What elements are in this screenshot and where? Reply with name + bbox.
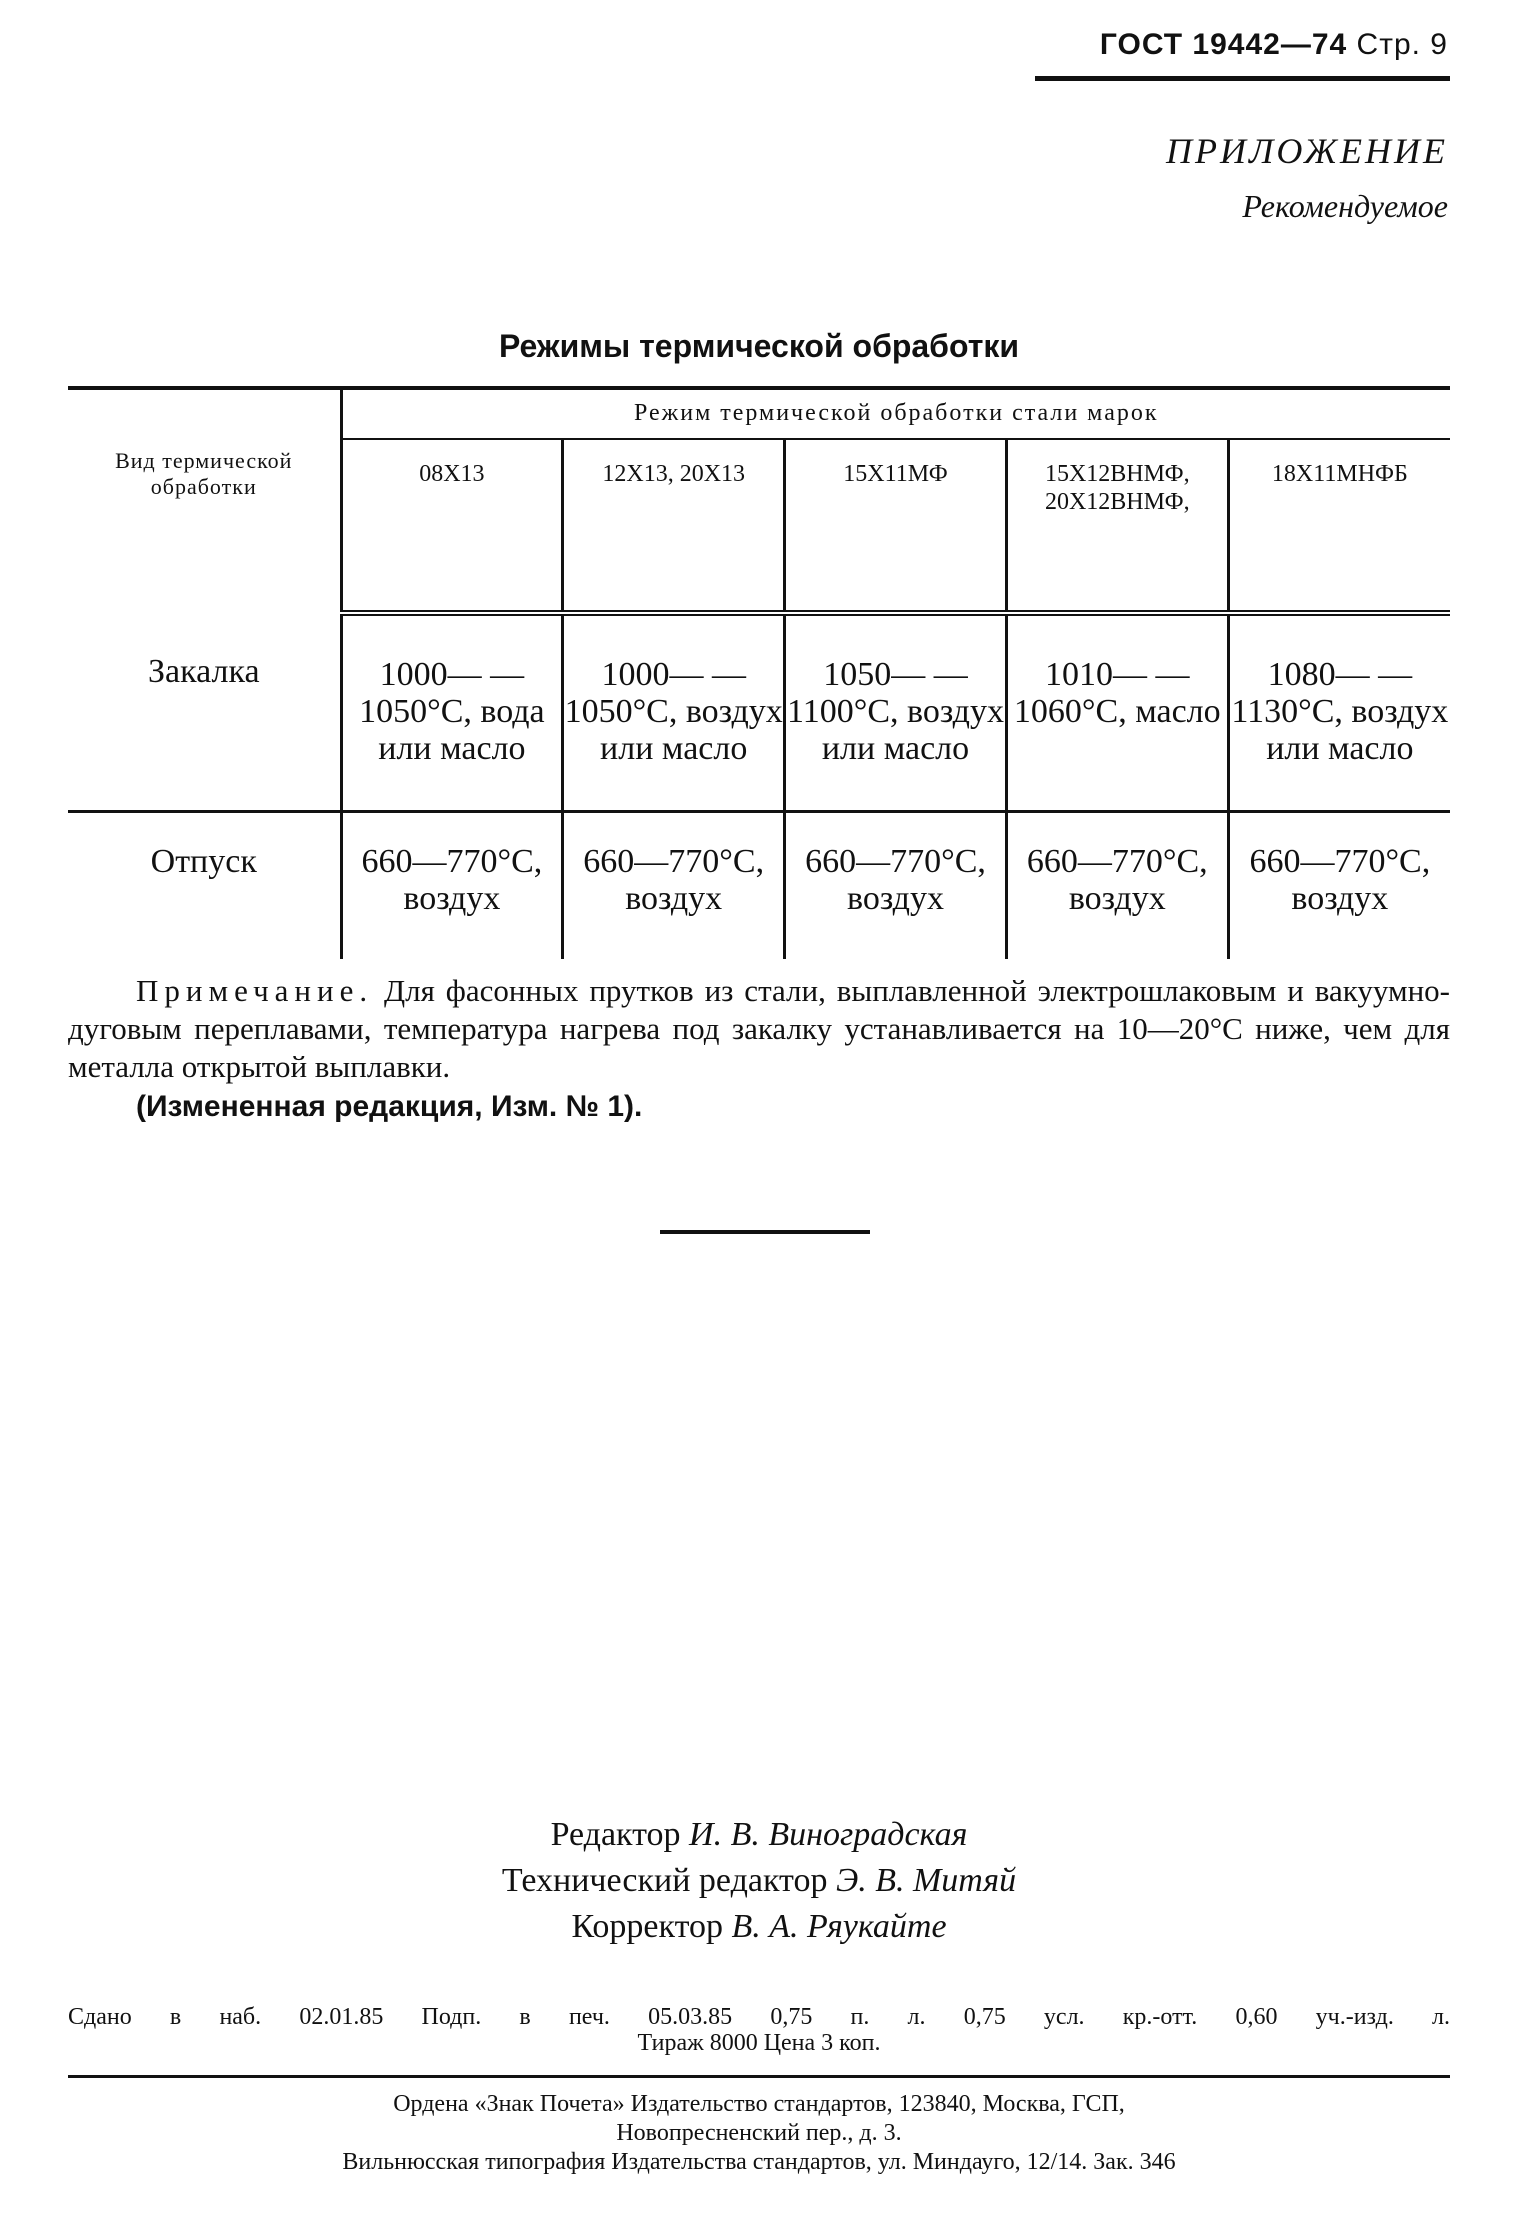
page-number: Стр. 9 (1356, 28, 1448, 61)
credit-role: Технический редактор (501, 1862, 828, 1899)
table-note (68, 972, 1450, 1126)
table-cell: 1000— —1050°С, воздух или масло (563, 613, 785, 812)
publisher-line: Новопресненский пер., д. 3. (616, 2120, 902, 2146)
appendix-subtitle: Рекомендуемое (1242, 188, 1448, 224)
type-header: Вид термической обработки (115, 448, 293, 499)
header-rule (1035, 76, 1450, 81)
amendment-note: (Измененная редакция, Изм. № 1). (136, 1090, 643, 1123)
section-divider (660, 1230, 870, 1234)
appendix-title: ПРИЛОЖЕНИЕ (1166, 131, 1448, 171)
credit-role: Редактор (550, 1816, 681, 1853)
credit-editor (0, 1812, 1518, 1858)
standard-number: ГОСТ 19442—74 (1099, 28, 1348, 61)
type-header-cell (68, 388, 341, 613)
table-title: Режимы термической обработки (498, 328, 1020, 364)
steel-grade-header: 18Х11МНФБ (1228, 439, 1450, 613)
imprint-line: Тираж 8000 Цена 3 коп. (637, 2030, 881, 2056)
note-paragraph (68, 972, 1450, 1086)
steel-grade-header: 12Х13, 20Х13 (563, 439, 785, 613)
table-cell: 1010— —1060°С, масло (1006, 613, 1228, 812)
row-label-quench: Закалка (68, 613, 341, 812)
table-row (68, 812, 1450, 960)
imprint-line: Сдано в наб. 02.01.85 Подп. в печ. 05.03.85 0,75 п. л. 0,75 усл. кр.-отт. 0,60 уч.-изд. л. (68, 2004, 1450, 2030)
credit-name: В. А. Ряукайте (731, 1908, 947, 1945)
imprint-rule (68, 2075, 1450, 2078)
credit-proofreader (0, 1904, 1518, 1950)
table-row (68, 613, 1450, 812)
heat-treatment-table (68, 386, 1450, 959)
table-cell: 1080— —1130°С, воздух или масло (1228, 613, 1450, 812)
note-text: Для фасонных прутков из стали, выплавленной электрошлаковым и вакуумно-дуговым переплавами, температура нагрева под закалку устанавливается на 10—20°С ниже, чем для металла открытой выплавки. (68, 973, 1450, 1084)
page-header (1100, 28, 1448, 62)
table-cell: 660—770°С, воздух (1228, 812, 1450, 960)
credits (0, 1812, 1518, 1950)
steel-grade-header: 15Х11МФ (785, 439, 1007, 613)
print-imprint (68, 2004, 1450, 2056)
table-cell: 660—770°С, воздух (563, 812, 785, 960)
table-cell: 1050— —1100°С, воздух или масло (785, 613, 1007, 812)
note-label: Примечание. (136, 973, 374, 1008)
table-cell: 1000— —1050°С, вода или масло (341, 613, 563, 812)
publisher-info (68, 2090, 1450, 2177)
row-label-temper: Отпуск (150, 843, 257, 880)
steel-grade-header: 15Х12ВНМФ, 20Х12ВНМФ, (1006, 439, 1228, 613)
credit-name: Э. В. Митяй (835, 1862, 1017, 1899)
table-cell: 660—770°С, воздух (341, 812, 563, 960)
steel-grade-header: 08Х13 (341, 439, 563, 613)
table-cell: 660—770°С, воздух (1006, 812, 1228, 960)
table-cell: 660—770°С, воздух (785, 812, 1007, 960)
publisher-line: Ордена «Знак Почета» Издательство стандартов, 123840, Москва, ГСП, (393, 2091, 1125, 2117)
publisher-line: Вильнюсская типография Издательства стандартов, ул. Миндауго, 12/14. Зак. 346 (342, 2149, 1176, 2175)
credit-technical-editor (0, 1858, 1518, 1904)
credit-role: Корректор (571, 1908, 723, 1945)
credit-name: И. В. Виноградская (689, 1816, 968, 1853)
group-header: Режим термической обработки стали марок (341, 388, 1450, 439)
